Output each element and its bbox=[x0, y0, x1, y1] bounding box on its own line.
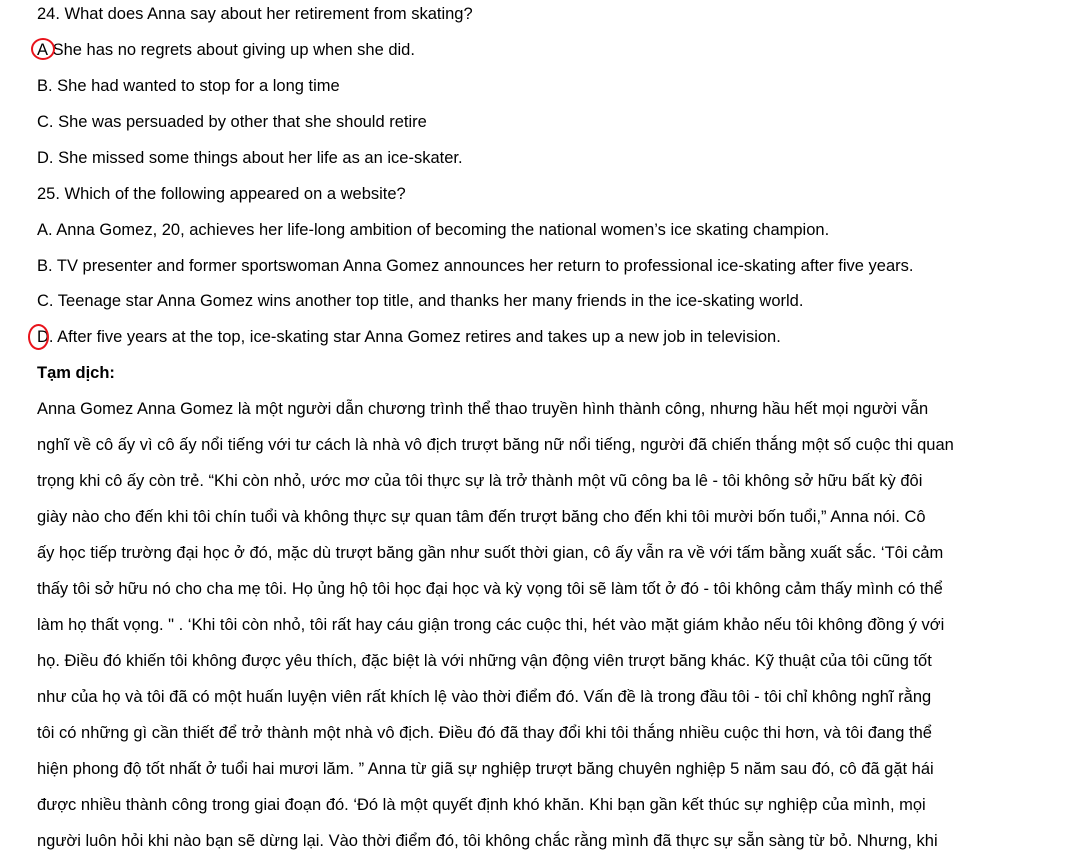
option-letter: D bbox=[37, 327, 49, 347]
question-24-option-d bbox=[37, 148, 1030, 168]
question-24-option-a bbox=[37, 40, 1030, 60]
translation-line: hiện phong độ tốt nhất ở tuổi hai mươi lăm. ” Anna từ giã sự nghiệp trượt băng chuyên nghiệp 5 năm sau đó, cô đã gặt hái bbox=[37, 760, 934, 778]
option-text: She was persuaded by other that she should retire bbox=[53, 113, 427, 131]
question-24-option-b bbox=[37, 76, 1030, 96]
translation-line: người luôn hỏi khi nào bạn sẽ dừng lại. Vào thời điểm đó, tôi không chắc rằng mình đã thực sự sẵn sàng từ bỏ. Nhưng, khi bbox=[37, 832, 938, 850]
translation-line: giày nào cho đến khi tôi chín tuổi và không thực sự quan tâm đến trượt băng cho đến khi tôi mười bốn tuổi,” Anna nói. Cô bbox=[37, 508, 926, 526]
option-letter: A bbox=[37, 40, 48, 60]
translation-line: ấy học tiếp trường đại học ở đó, mặc dù trượt băng gần như suốt thời gian, cô ấy vẫn ra về với tấm bằng xuất sắc. ‘Tôi cảm bbox=[37, 544, 944, 562]
option-letter: A. bbox=[37, 221, 53, 239]
option-text: TV presenter and former sportswoman Anna Gomez announces her return to professional ice-skating after five years. bbox=[52, 257, 914, 275]
option-letter: C. bbox=[37, 292, 54, 310]
option-text: Anna Gomez, 20, achieves her life-long ambition of becoming the national women’s ice skating champion. bbox=[52, 221, 830, 239]
question-25-option-b bbox=[37, 256, 1030, 276]
question-25-option-a bbox=[37, 220, 1030, 240]
option-text: . After five years at the top, ice-skating star Anna Gomez retires and takes up a new job in television. bbox=[48, 328, 781, 346]
option-letter: B. bbox=[37, 77, 53, 95]
translation-line: như của họ và tôi đã có một huấn luyện viên rất khích lệ vào thời điểm đó. Vấn đề là trong đầu tôi - tôi chỉ không nghĩ rằng bbox=[37, 688, 932, 706]
translation-line: làm họ thất vọng. " . ‘Khi tôi còn nhỏ, tôi rất hay cáu giận trong các cuộc thi, hét vào mặt giám khảo nếu tôi không đồng ý với bbox=[37, 616, 945, 634]
question-25-option-c bbox=[37, 291, 1030, 311]
translation-line: trọng khi cô ấy còn trẻ. “Khi còn nhỏ, ước mơ của tôi thực sự là trở thành một vũ công ba lê - tôi không sở hữu bất kỳ đôi bbox=[37, 472, 923, 490]
option-letter: C. bbox=[37, 113, 54, 131]
translation-line: được nhiều thành công trong giai đoạn đó. ‘Đó là một quyết định khó khăn. Khi bạn gần kết thúc sự nghiệp của mình, mọi bbox=[37, 796, 926, 814]
translation-line: tôi có những gì cần thiết để trở thành một nhà vô địch. Điều đó đã thay đổi khi tôi thắng nhiều cuộc thi hơn, và tôi đang thể bbox=[37, 724, 932, 742]
option-letter: D. bbox=[37, 149, 54, 167]
option-text: She had wanted to stop for a long time bbox=[52, 77, 340, 95]
translation-line: nghĩ về cô ấy vì cô ấy nổi tiếng với tư cách là nhà vô địch trượt băng nữ nổi tiếng, người đã chiến thắng một số cuộc thi quan bbox=[37, 436, 954, 454]
option-text: Teenage star Anna Gomez wins another top title, and thanks her many friends in the ice-skating world. bbox=[53, 292, 804, 310]
option-letter: B. bbox=[37, 257, 53, 275]
option-text: She missed some things about her life as an ice-skater. bbox=[53, 149, 463, 167]
question-stem-text: 24. What does Anna say about her retirement from skating? bbox=[37, 5, 473, 23]
question-24-option-c bbox=[37, 112, 1030, 132]
translation-line: thấy tôi sở hữu nó cho cha mẹ tôi. Họ ủng hộ tôi học đại học và kỳ vọng tôi sẽ làm tốt ở đó - tôi không cảm thấy mình có thể bbox=[37, 580, 943, 598]
translation-line: Anna Gomez Anna Gomez là một người dẫn chương trình thể thao truyền hình thành công, nhưng hầu hết mọi người vẫn bbox=[37, 400, 929, 418]
question-25-stem bbox=[37, 184, 1030, 204]
question-stem-text: 25. Which of the following appeared on a website? bbox=[37, 185, 406, 203]
translation-heading: Tạm dịch: bbox=[37, 364, 115, 382]
question-24-stem bbox=[37, 4, 1030, 24]
question-25-option-d bbox=[37, 327, 1030, 347]
translation-line: họ. Điều đó khiến tôi không được yêu thích, đặc biệt là với những vận động viên trượt băng khác. Kỹ thuật của tôi cũng tốt bbox=[37, 652, 932, 670]
option-text: She has no regrets about giving up when she did. bbox=[48, 41, 415, 59]
